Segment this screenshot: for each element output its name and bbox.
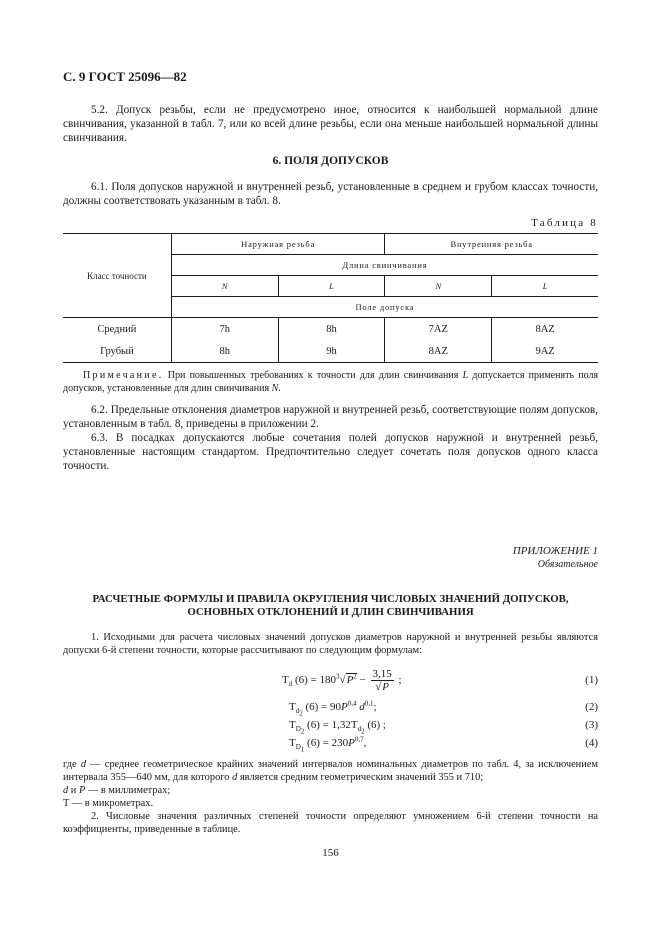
formula-1-fraction-numerator: 3,15: [372, 668, 392, 680]
note-var-N: N: [271, 382, 279, 394]
formula-1: $T_d$ $(6) = 180^3√P^2$ − $\frac{3,15}{√P}$ ;: [282, 668, 402, 693]
formula-4: $T_{D_1}$ $(6) = 230P^{0,7}$,: [289, 735, 367, 754]
paragraph-6-2: 6.2. Предельные отклонения диаметров наружной и внутренней резьб, соответствующие полям допусков, установленным в табл. 8, приведены в приложении 2.: [63, 404, 598, 431]
table-label: Таблица 8: [531, 217, 598, 229]
tolerance-table: [63, 233, 598, 363]
appendix-title: [63, 593, 598, 619]
formula-4-exp-p: 0,7: [354, 735, 364, 744]
note-text-2: допускается применять поля допусков, установленные для длин свинчивания: [63, 370, 599, 394]
appendix-paragraph-1: 1. Исходными для расчета числовых значений допусков диаметров наружной и внутренней резьбы являются допуски 6-й степени точности, которые рассчитывают по следующим формулам:: [63, 632, 598, 656]
note-end: .: [278, 382, 281, 394]
where-prefix: где: [63, 759, 77, 770]
header-engagement-length: Длина свинчивания: [171, 255, 598, 276]
page-number: 156: [322, 847, 339, 859]
formula-2-number: (2): [585, 701, 598, 713]
header-sub-2: L: [278, 276, 385, 297]
header-sub-4: L: [492, 276, 598, 297]
formula-1-coef: 180: [319, 674, 337, 687]
formula-3-number: (3): [585, 719, 598, 731]
table-note: [63, 370, 598, 395]
header-class: Класс точности: [63, 234, 171, 318]
where-d-text: — среднее геометрическое крайних значений интервалов номинальных диаметров по табл. 4, за исключением интервала 355—640 мм, для которого: [63, 759, 598, 783]
header-sub-1: N: [171, 276, 278, 297]
note-label: Примечание.: [83, 370, 164, 381]
formula-4-coef: 230: [331, 737, 349, 749]
where-var-d2: d: [232, 772, 238, 783]
where-dp-units: d и P — в миллиметрах;: [63, 785, 171, 796]
table-cell: 8AZ: [385, 340, 492, 363]
header-external: Наружная резьба: [171, 234, 385, 255]
where-d-text-2: является средним геометрическим значений 355 и 710;: [239, 772, 484, 783]
section-6-heading: 6. ПОЛЯ ДОПУСКОВ: [272, 155, 389, 167]
header-tolerance-field: Поле допуска: [171, 297, 598, 318]
formula-2-coef: 90: [330, 701, 342, 713]
table-cell: 8h: [171, 340, 278, 363]
formula-3-coef: 1,32: [331, 719, 351, 731]
table-cell: 7h: [171, 318, 278, 341]
formula-3: $T_{D_2}$ $(6) = 1,32T_{d_2}$ (6) ;: [289, 719, 386, 736]
where-var-d: d: [80, 759, 87, 770]
appendix-title-line-2: ОСНОВНЫХ ОТКЛОНЕНИЙ И ДЛИН СВИНЧИВАНИЯ: [187, 606, 474, 618]
paragraph-6-1: 6.1. Поля допусков наружной и внутренней резьб, установленные в среднем и грубом классах точности, должны соответствовать указанным в табл. 8.: [63, 181, 598, 208]
table-cell: 9AZ: [492, 340, 598, 363]
appendix-status: Обязательное: [537, 559, 598, 570]
table-cell: 7AZ: [385, 318, 492, 341]
formula-4-number: (4): [585, 737, 598, 749]
appendix-label: ПРИЛОЖЕНИЕ 1: [512, 545, 598, 557]
formula-2-exp-d: 0,1: [364, 699, 374, 708]
table-cell: 9h: [278, 340, 385, 363]
formula-2: $T_{d_2}$ $(6) = 90P^{0,4}$ $d^{0,1}$;: [289, 699, 377, 718]
formula-1-root-index: 3: [336, 672, 340, 681]
header-internal: Внутренняя резьба: [385, 234, 598, 255]
where-d-explanation: [63, 758, 598, 784]
row-class: Средний: [63, 318, 171, 341]
page-header: С. 9 ГОСТ 25096—82: [63, 69, 187, 84]
paragraph-5-2: 5.2. Допуск резьбы, если не предусмотрено иное, относится к наибольшей нормальной длине свинчивания, указанной в табл. 7, или ко всей длине резьбы, если она меньше наибольшей нормальной длины свинчивания.: [63, 104, 598, 145]
where-t-units: T — в микрометрах.: [63, 798, 154, 809]
note-var-L: L: [462, 370, 469, 381]
dp-units-text: — в миллиметрах;: [87, 785, 171, 796]
header-sub-3: N: [385, 276, 492, 297]
appendix-paragraph-2: 2. Числовые значения различных степеней точности определяют умножением 6-й степени точности на коэффициенты, приведенные в таблице.: [63, 811, 598, 835]
table-cell: 8h: [278, 318, 385, 341]
formula-1-number: (1): [585, 674, 598, 686]
table-cell: 8AZ: [492, 318, 598, 341]
table-row: [63, 318, 598, 341]
note-text-1: При повышенных требованиях к точности для длин свинчивания: [167, 370, 459, 381]
paragraph-6-3: 6.3. В посадках допускаются любые сочетания полей допусков наружной и внутренней резьб, установленные настоящим стандартом. Предпочтительно следует сочетать поля допусков одного класса точности.: [63, 432, 598, 473]
table-row: [63, 340, 598, 363]
row-class: Грубый: [63, 340, 171, 363]
formula-2-exp-p: 0,4: [347, 699, 357, 708]
appendix-title-line-1: РАСЧЕТНЫЕ ФОРМУЛЫ И ПРАВИЛА ОКРУГЛЕНИЯ ЧИСЛОВЫХ ЗНАЧЕНИЙ ДОПУСКОВ,: [92, 593, 569, 605]
